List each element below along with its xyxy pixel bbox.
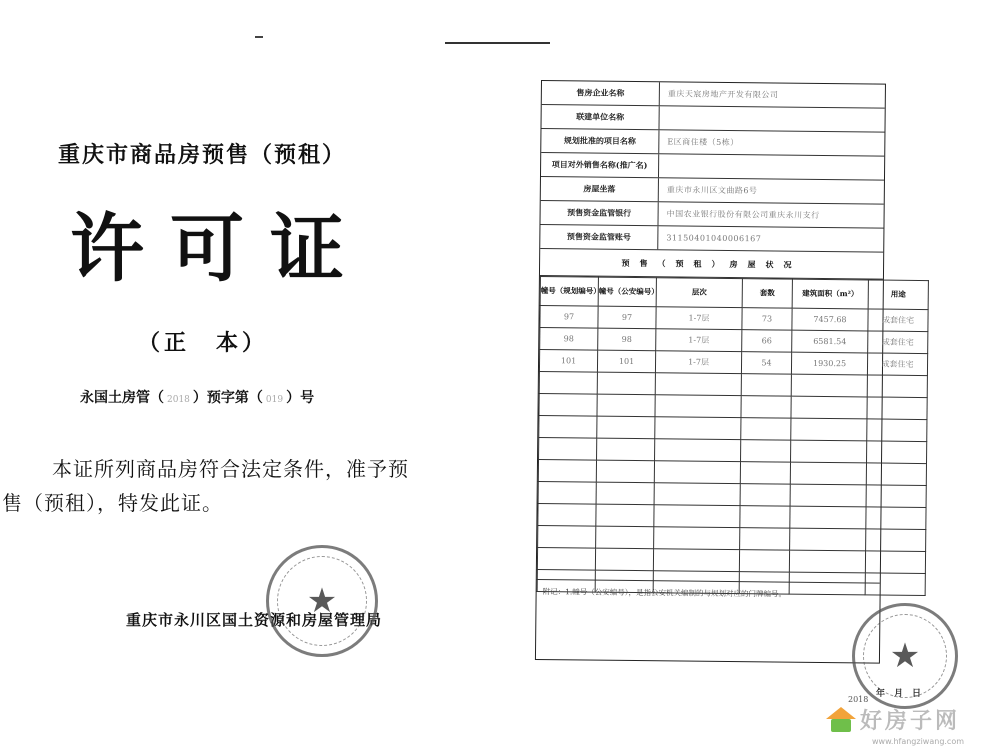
- table-cell: [867, 441, 927, 464]
- table-cell: [596, 504, 654, 527]
- certificate-number: [80, 387, 314, 407]
- table-cell: [866, 529, 926, 552]
- form-info-row: [541, 105, 884, 133]
- form-info-value: 重庆市永川区文曲路6号: [666, 185, 758, 196]
- form-info-value: 31150401040006167: [666, 233, 762, 244]
- table-header-cell: 幢号（规划编号）: [540, 277, 598, 307]
- form-info-rows: [540, 81, 885, 253]
- table-cell: [597, 416, 655, 439]
- scan-artifact-line: [445, 42, 550, 44]
- number-mid: ）预字第（: [192, 390, 263, 406]
- table-cell: 54: [741, 352, 791, 375]
- form-info-row: [541, 177, 884, 205]
- form-info-row: [541, 129, 884, 157]
- table-body: [537, 306, 928, 596]
- watermark-logo: [826, 704, 960, 735]
- table-cell: 1-7层: [656, 307, 742, 330]
- table-cell: [597, 438, 655, 461]
- table-cell: 101: [597, 350, 655, 373]
- table-cell: 成套住宅: [868, 309, 928, 332]
- form-info-value: 重庆天宸房地产开发有限公司: [667, 89, 779, 100]
- form-date-label: 年 月 日: [876, 689, 922, 699]
- table-cell: [653, 549, 739, 572]
- table-header-cell: 建筑面积（m²）: [792, 279, 868, 309]
- table-cell: [741, 440, 791, 463]
- table-cell: 98: [540, 328, 598, 351]
- table-header-cell: 套数: [742, 279, 792, 309]
- table-header-cell: 用途: [868, 280, 928, 310]
- table-cell: [791, 396, 867, 419]
- table-cell: 101: [539, 350, 597, 373]
- table-cell: [596, 460, 654, 483]
- table-header-cell: 幢号（公安编号）: [598, 277, 656, 307]
- certificate-body: 本证所列商品房符合法定条件，准予预售（预租），特发此证。: [2, 457, 409, 515]
- scan-artifact-dash: [255, 36, 263, 38]
- form-info-value: 中国农业银行股份有限公司重庆永川支行: [666, 209, 820, 220]
- table-cell: [655, 439, 741, 462]
- table-cell: [596, 526, 654, 549]
- form-info-key: 规划批准的项目名称: [541, 129, 659, 153]
- form-info-key: 联建单位名称: [541, 105, 659, 129]
- table-cell: [740, 462, 790, 485]
- form-info-value: [660, 118, 885, 120]
- table-cell: [654, 461, 740, 484]
- table-cell: 1930.25: [791, 352, 867, 375]
- table-cell: [655, 417, 741, 440]
- certificate-copy-type: （正 本）: [138, 330, 269, 356]
- form-info-key: 房屋坐落: [541, 177, 659, 201]
- table-cell: [866, 507, 926, 530]
- table-cell: [741, 418, 791, 441]
- table-cell: [789, 550, 865, 573]
- table-cell: [867, 397, 927, 420]
- table-cell: [597, 372, 655, 395]
- presale-detail-form: [535, 80, 915, 664]
- table-cell: [597, 394, 655, 417]
- table-cell: [791, 440, 867, 463]
- table-cell: [739, 550, 789, 573]
- form-info-row: [542, 81, 885, 109]
- table-cell: [791, 418, 867, 441]
- table-cell: [741, 396, 791, 419]
- table-cell: [740, 506, 790, 529]
- table-cell: [538, 459, 596, 482]
- table-cell: [654, 527, 740, 550]
- form-section-title: 预售（预租）房屋状况: [540, 249, 883, 280]
- number-prefix: 永国土房管（: [80, 390, 164, 406]
- certificate-title: 重庆市商品房预售（预租）: [58, 142, 347, 168]
- table-cell: [539, 437, 597, 460]
- number-year: 2018: [167, 395, 190, 405]
- table-cell: [791, 374, 867, 397]
- table-cell: [866, 485, 926, 508]
- table-cell: [538, 481, 596, 504]
- table-cell: 成套住宅: [868, 331, 928, 354]
- table-cell: [655, 373, 741, 396]
- table-cell: [537, 547, 595, 570]
- table-cell: [867, 375, 927, 398]
- number-suffix: ）号: [286, 390, 315, 406]
- table-cell: [740, 528, 790, 551]
- table-cell: [790, 462, 866, 485]
- table-cell: 成套住宅: [867, 353, 927, 376]
- seal-star-icon: ★: [863, 614, 947, 698]
- table-cell: [741, 374, 791, 397]
- table-cell: 7457.68: [792, 308, 868, 331]
- table-header-cell: 层次: [656, 278, 742, 308]
- table-cell: [790, 484, 866, 507]
- table-cell: 1-7层: [655, 351, 741, 374]
- seal-star-icon: ★: [277, 556, 367, 646]
- table-cell: [655, 395, 741, 418]
- table-cell: [740, 484, 790, 507]
- form-note: 附记：1.幢号（公安编号），是指公安机关编制的与规划对应的门牌编号。: [536, 579, 880, 663]
- table-cell: 97: [598, 306, 656, 329]
- form-info-row: [540, 201, 883, 229]
- form-info-row: [541, 153, 884, 181]
- table-cell: [596, 482, 654, 505]
- form-info-key: 预售资金监管账号: [540, 225, 658, 249]
- table-cell: [538, 525, 596, 548]
- table-cell: [595, 548, 653, 571]
- table-header-row: [540, 277, 928, 310]
- form-date-year: 2018: [848, 695, 869, 704]
- form-info-key: 预售资金监管银行: [540, 201, 658, 225]
- table-cell: [867, 419, 927, 442]
- form-info-value: [659, 166, 884, 168]
- table-cell: 66: [742, 330, 792, 353]
- form-info-key: 项目对外销售名称(推广名): [541, 153, 659, 177]
- form-info-key: 售房企业名称: [542, 81, 660, 105]
- table-cell: 97: [540, 306, 598, 329]
- number-no: 019: [265, 395, 284, 405]
- table-cell: [538, 503, 596, 526]
- watermark-text: 好房子网: [860, 708, 961, 734]
- table-cell: [654, 505, 740, 528]
- form-info-row: [540, 225, 883, 253]
- table-cell: [539, 371, 597, 394]
- house-icon: [826, 707, 856, 733]
- table-cell: [865, 551, 925, 574]
- certificate-issuer: 重庆市永川区国土资源和房屋管理局: [126, 611, 383, 629]
- house-status-table: [537, 276, 929, 596]
- table-cell: [654, 483, 740, 506]
- official-seal-left: [266, 545, 378, 657]
- table-cell: 98: [598, 328, 656, 351]
- watermark-url: www.hfangziwang.com: [872, 737, 965, 746]
- table-cell: 1-7层: [656, 329, 742, 352]
- table-cell: [866, 463, 926, 486]
- table-cell: [539, 393, 597, 416]
- table-cell: [790, 528, 866, 551]
- table-cell: [539, 415, 597, 438]
- table-cell: 73: [742, 308, 792, 331]
- table-cell: 6581.54: [792, 330, 868, 353]
- table-cell: [790, 506, 866, 529]
- form-info-value: E区商住楼（5栋）: [667, 137, 739, 148]
- certificate-big-title: 许可证: [70, 206, 370, 292]
